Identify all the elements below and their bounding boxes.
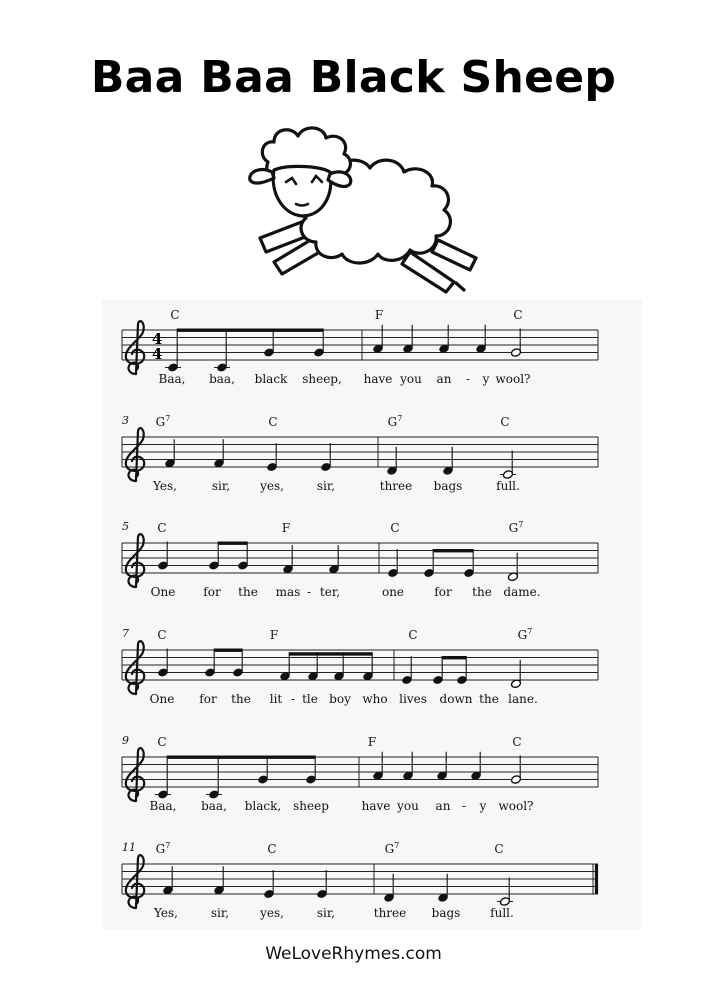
measure-number: 11 — [122, 841, 136, 854]
lyric-word: wool? — [495, 372, 531, 386]
lyric-word: boy — [329, 692, 351, 706]
lyric-word: you — [400, 372, 422, 386]
lyric-word: three — [379, 479, 413, 493]
lyric-word: One — [149, 692, 175, 706]
lyric-word: one — [381, 585, 405, 599]
chord-symbol: C — [513, 308, 523, 322]
lyric-word: sheep — [293, 799, 329, 813]
lyric-word: y — [479, 799, 487, 813]
lyric-word: lives — [399, 692, 427, 706]
staff-system — [122, 734, 598, 813]
lyric-word: the — [479, 692, 499, 706]
note-beam — [218, 542, 247, 545]
page-title: Baa Baa Black Sheep — [90, 52, 617, 103]
staff-system — [122, 308, 598, 386]
lyric-word: - — [461, 799, 467, 813]
lyric-word: baa, — [201, 799, 227, 813]
staff-system — [122, 627, 598, 706]
note-beam — [433, 549, 473, 552]
lyric-word: you — [397, 799, 419, 813]
lyric-word: for — [434, 585, 452, 599]
chord-symbol: C — [494, 842, 504, 856]
lyric-word: sheep, — [302, 372, 342, 386]
chord-symbol: F — [367, 735, 377, 749]
chord-symbol: C — [390, 521, 400, 535]
lyric-word: the — [231, 692, 251, 706]
lyric-word: the — [472, 585, 492, 599]
lyric-word: have — [363, 372, 393, 386]
website-credit: WeLoveRhymes.com — [265, 944, 442, 964]
chord-symbol: F — [269, 628, 279, 642]
chord-symbol: $G^7$ — [508, 520, 524, 535]
staff-system — [122, 414, 598, 493]
lyric-word: full. — [496, 479, 520, 493]
lyric-word: Baa, — [158, 372, 186, 386]
lyric-word: One — [150, 585, 176, 599]
lyric-word: tle — [302, 692, 318, 706]
lyric-word: an — [436, 372, 452, 386]
lyric-word: yes, — [260, 906, 284, 920]
lyric-word: y — [482, 372, 490, 386]
chord-symbol: C — [157, 628, 167, 642]
lyric-word: - — [290, 692, 296, 706]
lyric-word: have — [361, 799, 391, 813]
lyric-word: sir, — [210, 906, 230, 920]
lyric-word: the — [238, 585, 258, 599]
lyric-word: bags — [431, 906, 461, 920]
lyric-word: sir, — [211, 479, 231, 493]
lyric-word: black — [254, 372, 288, 386]
note-beam — [177, 329, 323, 332]
lyric-word: lane. — [508, 692, 538, 706]
lyric-word: Baa, — [149, 799, 177, 813]
lyric-word: for — [203, 585, 221, 599]
note-beam — [167, 756, 315, 759]
lyric-word: down — [439, 692, 473, 706]
treble-clef-icon — [126, 428, 144, 481]
chord-symbol: $G^7$ — [387, 414, 403, 429]
chord-symbol: C — [268, 415, 278, 429]
chord-symbol: $G^7$ — [155, 414, 171, 429]
lyric-word: lit — [269, 692, 283, 706]
measure-number: 5 — [122, 520, 129, 533]
chord-symbol: F — [281, 521, 291, 535]
lyric-word: ter, — [319, 585, 341, 599]
lyric-word: - — [465, 372, 471, 386]
lyric-word: baa, — [209, 372, 235, 386]
chord-symbol: $G^7$ — [384, 841, 400, 856]
lyric-word: for — [199, 692, 217, 706]
staff-system — [122, 520, 598, 599]
treble-clef-icon — [126, 855, 144, 908]
lyric-word: full. — [490, 906, 514, 920]
lyric-word: dame. — [503, 585, 541, 599]
chord-symbol: $G^7$ — [155, 841, 171, 856]
note-beam — [289, 652, 372, 655]
staff-system — [122, 841, 598, 920]
chord-symbol: C — [512, 735, 522, 749]
lyric-word: Yes, — [154, 906, 178, 920]
note-beam — [214, 649, 242, 652]
measure-number: 7 — [122, 627, 129, 640]
lyric-word: wool? — [498, 799, 534, 813]
chord-symbol: F — [374, 308, 384, 322]
lyric-word: mas — [275, 585, 301, 599]
treble-clef-icon — [126, 534, 144, 587]
time-signature-top: 4 — [152, 330, 163, 348]
treble-clef-icon — [126, 748, 144, 801]
chord-symbol: C — [170, 308, 180, 322]
chord-symbol: $G^7$ — [517, 627, 533, 642]
lyric-word: sir, — [316, 906, 336, 920]
chord-symbol: C — [408, 628, 418, 642]
lyric-word: an — [435, 799, 451, 813]
lyric-word: sir, — [316, 479, 336, 493]
lyric-word: - — [306, 585, 312, 599]
lyric-word: yes, — [260, 479, 284, 493]
lyric-word: three — [373, 906, 407, 920]
lyric-word: black, — [244, 799, 282, 813]
time-signature-bottom: 4 — [152, 345, 163, 363]
lyric-word: Yes, — [153, 479, 177, 493]
chord-symbol: C — [157, 521, 167, 535]
chord-symbol: C — [267, 842, 277, 856]
lyric-word: bags — [433, 479, 463, 493]
treble-clef-icon — [126, 641, 144, 694]
measure-number: 9 — [122, 734, 129, 747]
measure-number: 3 — [122, 414, 129, 427]
note-beam — [442, 656, 466, 659]
lyric-word: who — [362, 692, 388, 706]
chord-symbol: C — [500, 415, 510, 429]
chord-symbol: C — [157, 735, 167, 749]
treble-clef-icon — [126, 321, 144, 374]
